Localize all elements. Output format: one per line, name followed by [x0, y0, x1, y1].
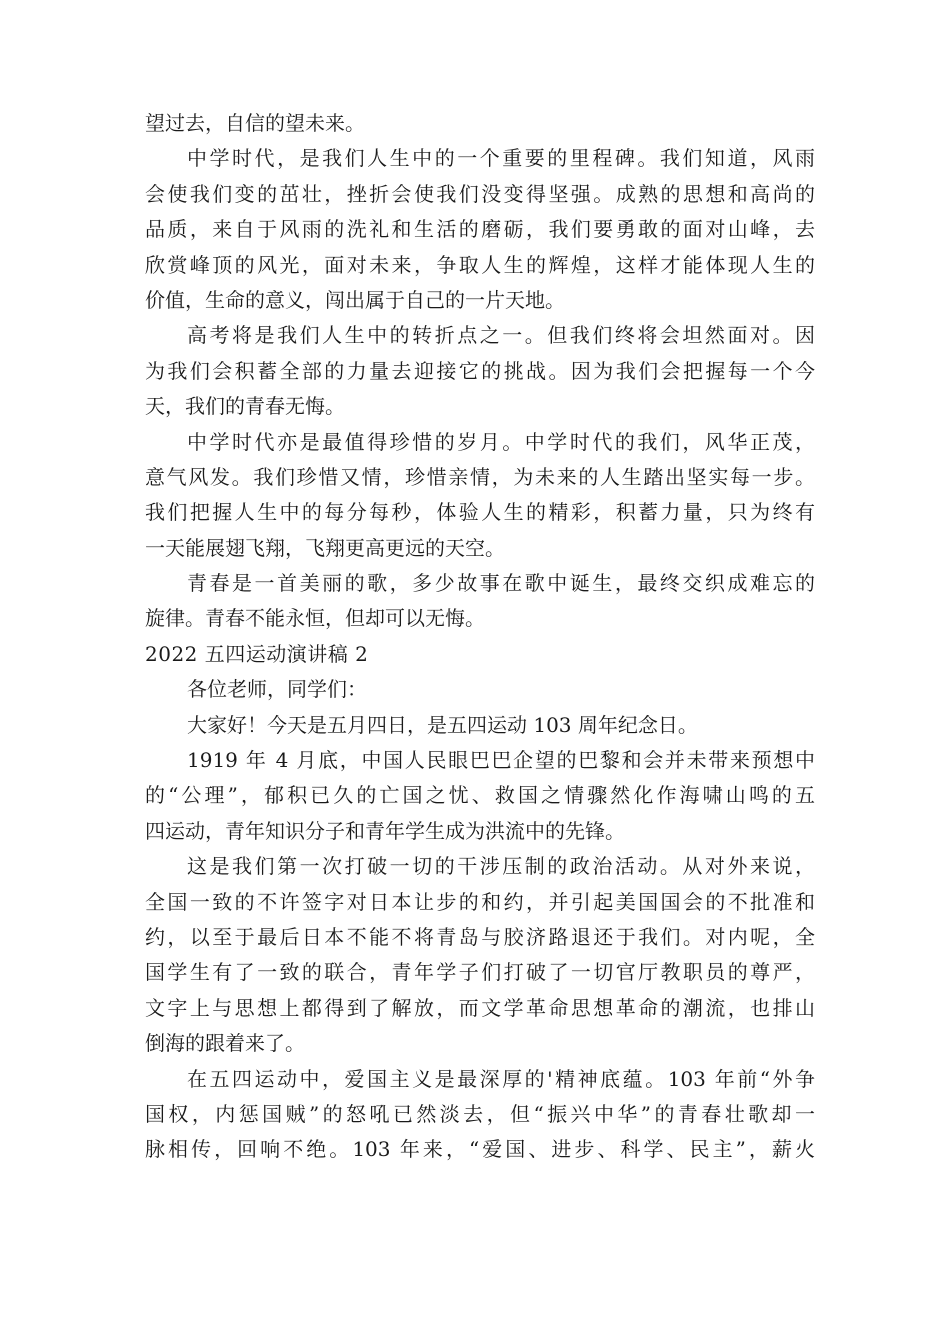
- paragraph-line: 这是我们第一次打破一切的干涉压制的政治活动。从对外来说，: [187, 854, 815, 879]
- paragraph-line: 我们把握人生中的每分每秒，体验人生的精彩，积蓄力量，只为终有: [145, 500, 815, 525]
- paragraph-line: 脉相传，回响不绝。103 年来，“爱国、进步、科学、民主”，薪火: [145, 1137, 815, 1162]
- paragraph-line: 中学时代亦是最值得珍惜的岁月。中学时代的我们，风华正茂，: [187, 429, 815, 454]
- paragraph-line: 旋律。青春不能永恒，但却可以无悔。: [145, 606, 485, 631]
- paragraph-line: 文字上与思想上都得到了解放，而文学革命思想革命的潮流，也排山: [145, 995, 815, 1020]
- paragraph-line: 欣赏峰顶的风光，面对未来，争取人生的辉煌，这样才能体现人生的: [145, 252, 815, 277]
- paragraph-line: 四运动，青年知识分子和青年学生成为洪流中的先锋。: [145, 818, 625, 843]
- paragraph-line: 高考将是我们人生中的转折点之一。但我们终将会坦然面对。因: [187, 323, 815, 348]
- paragraph-line: 望过去，自信的望未来。: [145, 111, 365, 135]
- paragraph: [145, 672, 815, 707]
- paragraph: [145, 566, 815, 637]
- document-body: [145, 106, 815, 1168]
- paragraph-line: 一天能展翅飞翔，飞翔更高更远的天空。: [145, 535, 505, 560]
- paragraph-line: 各位老师，同学们：: [187, 677, 367, 702]
- paragraph-line: 全国一致的不许签字对日本让步的和约，并引起美国国会的不批准和: [145, 889, 815, 914]
- paragraph-line: 中学时代，是我们人生中的一个重要的里程碑。我们知道，风雨: [187, 146, 815, 171]
- section-heading-text: 2022 五四运动演讲稿 2: [145, 641, 369, 666]
- paragraph: [145, 1062, 815, 1168]
- paragraph-line: 在五四运动中，爱国主义是最深厚的'精神底蕴。103 年前“外争: [187, 1066, 815, 1091]
- section-heading: [145, 637, 815, 672]
- paragraph-line: 意气风发。我们珍惜又情，珍惜亲情，为未来的人生踏出坚实每一步。: [145, 464, 815, 489]
- paragraph-line: 价值，生命的意义，闯出属于自己的一片天地。: [145, 287, 565, 312]
- paragraph-line: 1919 年 4 月底，中国人民眼巴巴企望的巴黎和会并未带来预想中: [187, 748, 815, 773]
- paragraph: [145, 425, 815, 567]
- paragraph-line: 为我们会积蓄全部的力量去迎接它的挑战。因为我们会把握每一个今: [145, 358, 815, 383]
- paragraph: [145, 743, 815, 849]
- paragraph-line: 大家好！今天是五月四日，是五四运动 103 周年纪念日。: [187, 712, 698, 737]
- paragraph-line: 天，我们的青春无悔。: [145, 394, 345, 419]
- paragraph-line: 会使我们变的茁壮，挫折会使我们没变得坚强。成熟的思想和高尚的: [145, 181, 815, 206]
- paragraph-line: 品质，来自于风雨的洗礼和生活的磨砺，我们要勇敢的面对山峰，去: [145, 217, 815, 242]
- paragraph-line: 约，以至于最后日本不能不将青岛与胶济路退还于我们。对内呢，全: [145, 924, 815, 949]
- paragraph-line: 国权，内惩国贼”的怒吼已然淡去，但“振兴中华”的青春壮歌却一: [145, 1101, 815, 1126]
- paragraph: [145, 106, 815, 141]
- paragraph-line: 倒海的跟着来了。: [145, 1031, 305, 1056]
- paragraph: [145, 849, 815, 1061]
- paragraph-line: 青春是一首美丽的歌，多少故事在歌中诞生，最终交织成难忘的: [187, 571, 815, 596]
- paragraph-line: 国学生有了一致的联合，青年学子们打破了一切官厅教职员的尊严，: [145, 960, 815, 985]
- paragraph: [145, 141, 815, 318]
- paragraph-line: 的“公理”，郁积已久的亡国之忧、救国之情骤然化作海啸山鸣的五: [145, 783, 815, 808]
- paragraph: [145, 318, 815, 424]
- paragraph: [145, 708, 815, 743]
